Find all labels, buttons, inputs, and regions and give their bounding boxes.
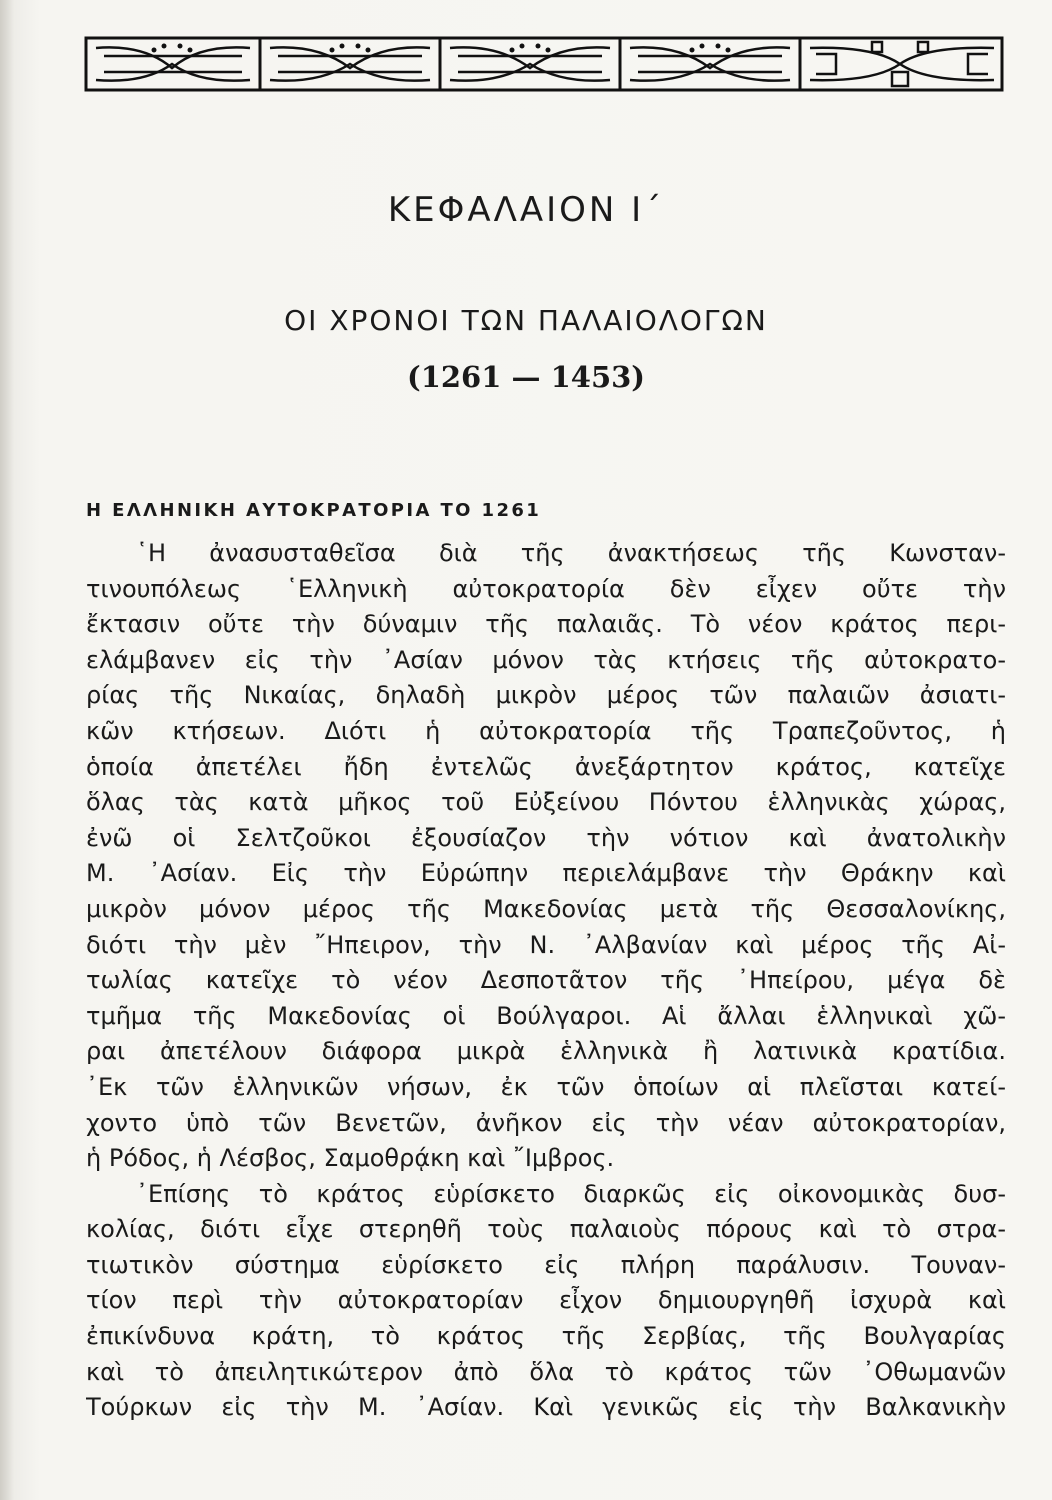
text-line: κῶν κτήσεων. Διότι ἡ αὐτοκρατορία τῆς Τραπεζοῦντος, ἡ xyxy=(86,716,1006,745)
chapter-dates: (1261 — 1453) xyxy=(406,360,646,394)
text-line: ἐνῶ οἱ Σελτζοῦκοι ἐξουσίαζον τὴν νότιον καὶ ἀνατολικὴν xyxy=(86,823,1006,852)
text-line: ραι ἀπετέλουν διάφορα μικρὰ ἑλληνικὰ ἢ λατινικὰ κρατίδια. xyxy=(86,1037,1006,1066)
text-line: ἡ Ρόδος, ἡ Λέσβος, Σαμοθρᾴκη καὶ ῎Ιμβρος. xyxy=(86,1144,615,1173)
text-line: ὁποία ἀπετέλει ἤδη ἐντελῶς ἀνεξάρτητον κράτος, κατεῖχε xyxy=(86,752,1006,781)
text-line: ῾Η ἀνασυσταθεῖσα διὰ τῆς ἀνακτήσεως τῆς Κωνσταν- xyxy=(136,539,1006,567)
text-line: ὅλας τὰς κατὰ μῆκος τοῦ Εὐξείνου Πόντου ἑλληνικὰς χώρας, xyxy=(86,788,1006,817)
text-line: Μ. ᾿Ασίαν. Εἰς τὴν Εὐρώπην περιελάμβανε τὴν Θράκην καὶ xyxy=(86,859,1006,888)
chapter-subtitle: ΟΙ ΧΡΟΝΟΙ ΤΩΝ ΠΑΛΑΙΟΛΟΓΩΝ xyxy=(284,304,768,337)
text-line: τινουπόλεως ῾Ελληνικὴ αὐτοκρατορία δὲν εἶχεν οὔτε τὴν xyxy=(86,574,1006,603)
text-line: τιωτικὸν σύστημα εὑρίσκετο εἰς πλήρη παράλυσιν. Τουναν- xyxy=(86,1250,1006,1279)
text-line: ρίας τῆς Νικαίας, δηλαδὴ μικρὸν μέρος τῶν παλαιῶν ἀσιατι- xyxy=(86,681,1006,710)
text-line: τμῆμα τῆς Μακεδονίας οἱ Βούλγαροι. Αἱ ἄλλαι ἑλληνικαὶ χῶ- xyxy=(86,1001,1006,1030)
text-line: ἔκτασιν οὔτε τὴν δύναμιν τῆς παλαιᾶς. Τὸ νέον κράτος περι- xyxy=(86,610,1006,639)
text-line: τωλίας κατεῖχε τὸ νέον Δεσποτᾶτον τῆς ᾿Ηπείρου, μέγα δὲ xyxy=(86,966,1006,995)
text-line: μικρὸν μόνον μέρος τῆς Μακεδονίας μετὰ τῆς Θεσσαλονίκης, xyxy=(86,894,1006,923)
text-line: ελάμβανεν εἰς τὴν ᾿Ασίαν μόνον τὰς κτήσεις τῆς αὐτοκρατο- xyxy=(86,645,1006,674)
text-line: ᾿Εκ τῶν ἑλληνικῶν νήσων, ἐκ τῶν ὁποίων αἱ πλεῖσται κατεί- xyxy=(86,1072,1006,1101)
text-line: διότι τὴν μὲν ῎Ηπειρον, τὴν Ν. ᾿Αλβανίαν καὶ μέρος τῆς Αἰ- xyxy=(86,930,1006,959)
text-line: τίον περὶ τὴν αὐτοκρατορίαν εἶχον δημιουργηθῆ ἰσχυρὰ καὶ xyxy=(86,1286,1006,1315)
text-line: Τούρκων εἰς τὴν Μ. ᾿Ασίαν. Καὶ γενικῶς εἰς τὴν Βαλκανικὴν xyxy=(86,1393,1006,1422)
text-line: καὶ τὸ ἀπειλητικώτερον ἀπὸ ὅλα τὸ κράτος τῶν ᾿Οθωμανῶν xyxy=(86,1357,1006,1386)
text-line: κολίας, διότι εἶχε στερηθῆ τοὺς παλαιοὺς πόρους καὶ τὸ στρα- xyxy=(86,1215,1006,1244)
text-line: ᾿Επίσης τὸ κράτος εὑρίσκετο διαρκῶς εἰς οἰκονομικὰς δυσ- xyxy=(136,1179,1006,1208)
text-line: χοντο ὑπὸ τῶν Βενετῶν, ἀνῆκον εἰς τὴν νέαν αὐτοκρατορίαν, xyxy=(86,1108,1006,1137)
paragraph-2 xyxy=(86,1177,1006,1426)
chapter-title: ΚΕΦΑΛΑΙΟΝ Ι΄ xyxy=(387,190,665,230)
section-heading: Η ΕΛΛΗΝΙΚΗ ΑΥΤΟΚΡΑΤΟΡΙΑ ΤΟ 1261 xyxy=(86,500,542,521)
paragraph-1 xyxy=(86,536,1006,1177)
body-text xyxy=(86,536,1006,1426)
decorative-header-ornament xyxy=(84,34,1004,94)
text-line: ἐπικίνδυνα κράτη, τὸ κράτος τῆς Σερβίας, τῆς Βουλγαρίας xyxy=(86,1322,1006,1351)
